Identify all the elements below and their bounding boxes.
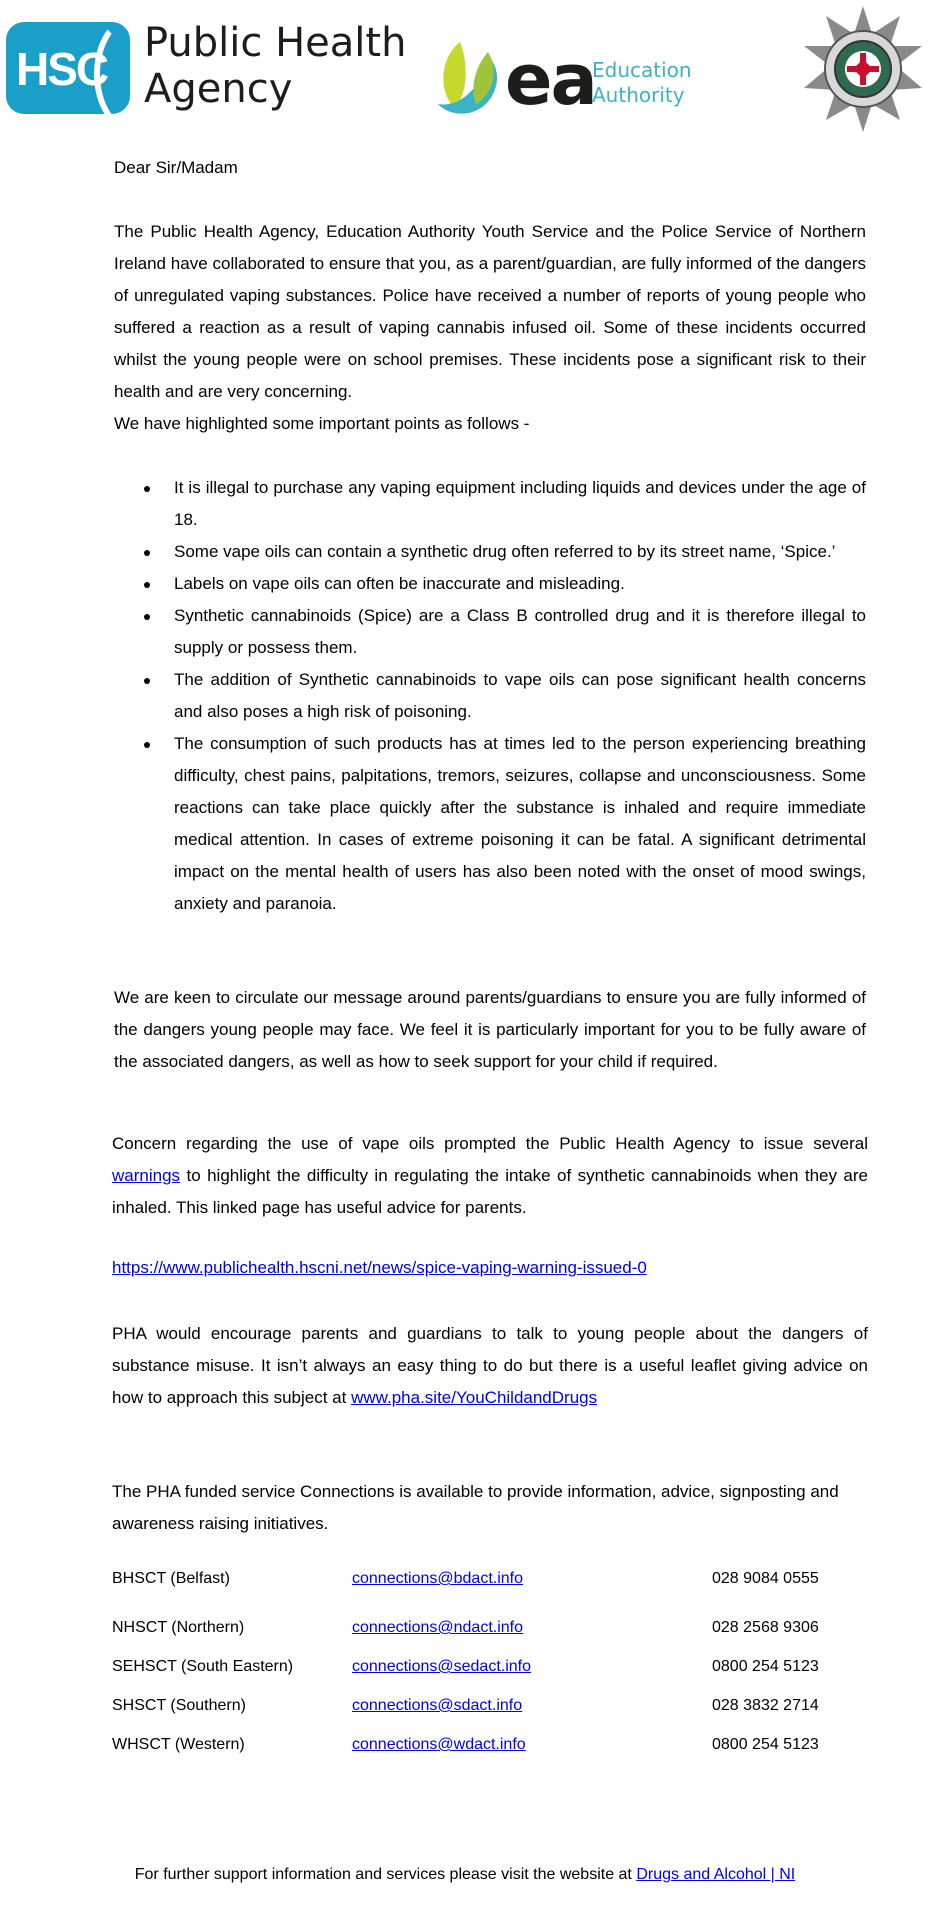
phone-number: 0800 254 5123	[712, 1658, 819, 1675]
bullet-icon	[144, 550, 150, 556]
email-link[interactable]: connections@wdact.info	[352, 1736, 526, 1753]
spice-warning-paragraph	[112, 1256, 864, 1280]
you-child-and-drugs-link[interactable]: www.pha.site/YouChildandDrugs	[351, 1388, 598, 1407]
table-row	[112, 1736, 872, 1760]
trust-name: SHSCT (Southern)	[112, 1697, 246, 1714]
bullet-icon	[144, 582, 150, 588]
encourage-paragraph: PHA would encourage parents and guardians to talk to young people about the dangers of substance misuse. It isn’t always an easy thing to do but there is a useful leaflet giving advice on how to approach this subject at www.pha.site/YouChildandDrugs	[112, 1324, 868, 1407]
list-item: It is illegal to purchase any vaping equipment including liquids and devices under the age of 18.	[114, 472, 866, 536]
email-link[interactable]: connections@sedact.info	[352, 1658, 532, 1675]
list-item: Synthetic cannabinoids (Spice) are a Class B controlled drug and it is therefore illegal to supply or possess them.	[114, 600, 866, 664]
connections-intro: The PHA funded service Connections is available to provide information, advice, signposting and awareness raising initiatives.	[112, 1482, 839, 1533]
ea-name-line1: Education	[592, 58, 692, 82]
bullet-icon	[144, 486, 150, 492]
trust-name: WHSCT (Western)	[112, 1736, 245, 1753]
pha-name-line2: Agency	[144, 66, 293, 112]
ea-leaf-icon	[430, 38, 505, 118]
table-row	[112, 1697, 872, 1721]
bullet-icon	[144, 678, 150, 684]
pha-name-line1: Public Health	[144, 20, 407, 66]
hsc-logo-arc	[94, 22, 130, 114]
pha-name	[144, 20, 406, 112]
table-row	[112, 1658, 872, 1682]
drugs-and-alcohol-ni-link[interactable]: Drugs and Alcohol | NI	[636, 1866, 796, 1883]
hsc-logo	[6, 22, 130, 114]
spice-warning-link[interactable]: https://www.publichealth.hscni.net/news/spice-vaping-warning-issued-0	[112, 1258, 647, 1277]
email-link[interactable]: connections@sdact.info	[352, 1697, 523, 1714]
salutation: Dear Sir/Madam	[114, 158, 238, 177]
bullet-icon	[144, 614, 150, 620]
trust-name: NHSCT (Northern)	[112, 1619, 245, 1636]
hsc-logo-text: HSC	[16, 43, 108, 95]
footer-note: For further support information and services please visit the website at Drugs and Alcohol | NI	[134, 1866, 796, 1883]
table-row	[112, 1619, 872, 1643]
list-item: Labels on vape oils can often be inaccurate and misleading.	[114, 568, 866, 600]
trust-name: BHSCT (Belfast)	[112, 1570, 230, 1587]
ea-name-line2: Authority	[592, 83, 685, 107]
phone-number: 0800 254 5123	[712, 1736, 819, 1753]
table-row	[112, 1570, 872, 1594]
phone-number: 028 9084 0555	[712, 1570, 819, 1587]
list-item: Some vape oils can contain a synthetic drug often referred to by its street name, ‘Spice.’	[114, 536, 866, 568]
trust-name: SEHSCT (South Eastern)	[112, 1658, 294, 1675]
list-item: The consumption of such products has at times led to the person experiencing breathing difficulty, chest pains, palpitations, tremors, seizures, collapse and unconsciousness. Some reactions can take place quickly after the substance is inhaled and require immediate medical attention. In cases of extreme poisoning it can be fatal. A significant detrimental impact on the mental health of users has also been noted with the onset of mood swings, anxiety and paranoia.	[114, 728, 866, 920]
ea-name	[592, 58, 692, 108]
warnings-link[interactable]: warnings	[112, 1166, 181, 1185]
important-points-list	[114, 472, 866, 920]
email-link[interactable]: connections@ndact.info	[352, 1619, 524, 1636]
intro-paragraph: The Public Health Agency, Education Authority Youth Service and the Police Service of Northern Ireland have collaborated to ensure that you, as a parent/guardian, are fully informed of the dangers of unregulated vaping substances. Police have received a number of reports of young people who suffered a reaction as a result of vaping cannabis infused oil. Some of these incidents occurred whilst the young people were on school premises. These incidents pose a significant risk to their health and are very concerning.	[114, 222, 866, 401]
concern-paragraph: Concern regarding the use of vape oils prompted the Public Health Agency to issue several warnings to highlight the difficulty in regulating the intake of synthetic cannabinoids when they are inhaled. This linked page has useful advice for parents.	[112, 1134, 868, 1217]
circulate-paragraph: We are keen to circulate our message around parents/guardians to ensure you are fully informed of the dangers young people may face. We feel it is particularly important for you to be fully aware of the associated dangers, as well as how to seek support for your child if required.	[114, 988, 866, 1071]
phone-number: 028 2568 9306	[712, 1619, 819, 1636]
email-link[interactable]: connections@bdact.info	[352, 1570, 524, 1587]
police-service-badge-icon	[800, 4, 926, 134]
points-intro: We have highlighted some important points as follows -	[114, 414, 530, 433]
phone-number: 028 3832 2714	[712, 1697, 819, 1714]
bullet-icon	[144, 742, 150, 748]
ea-letters: ea	[505, 39, 596, 121]
list-item: The addition of Synthetic cannabinoids to vape oils can pose significant health concerns and also poses a high risk of poisoning.	[114, 664, 866, 728]
